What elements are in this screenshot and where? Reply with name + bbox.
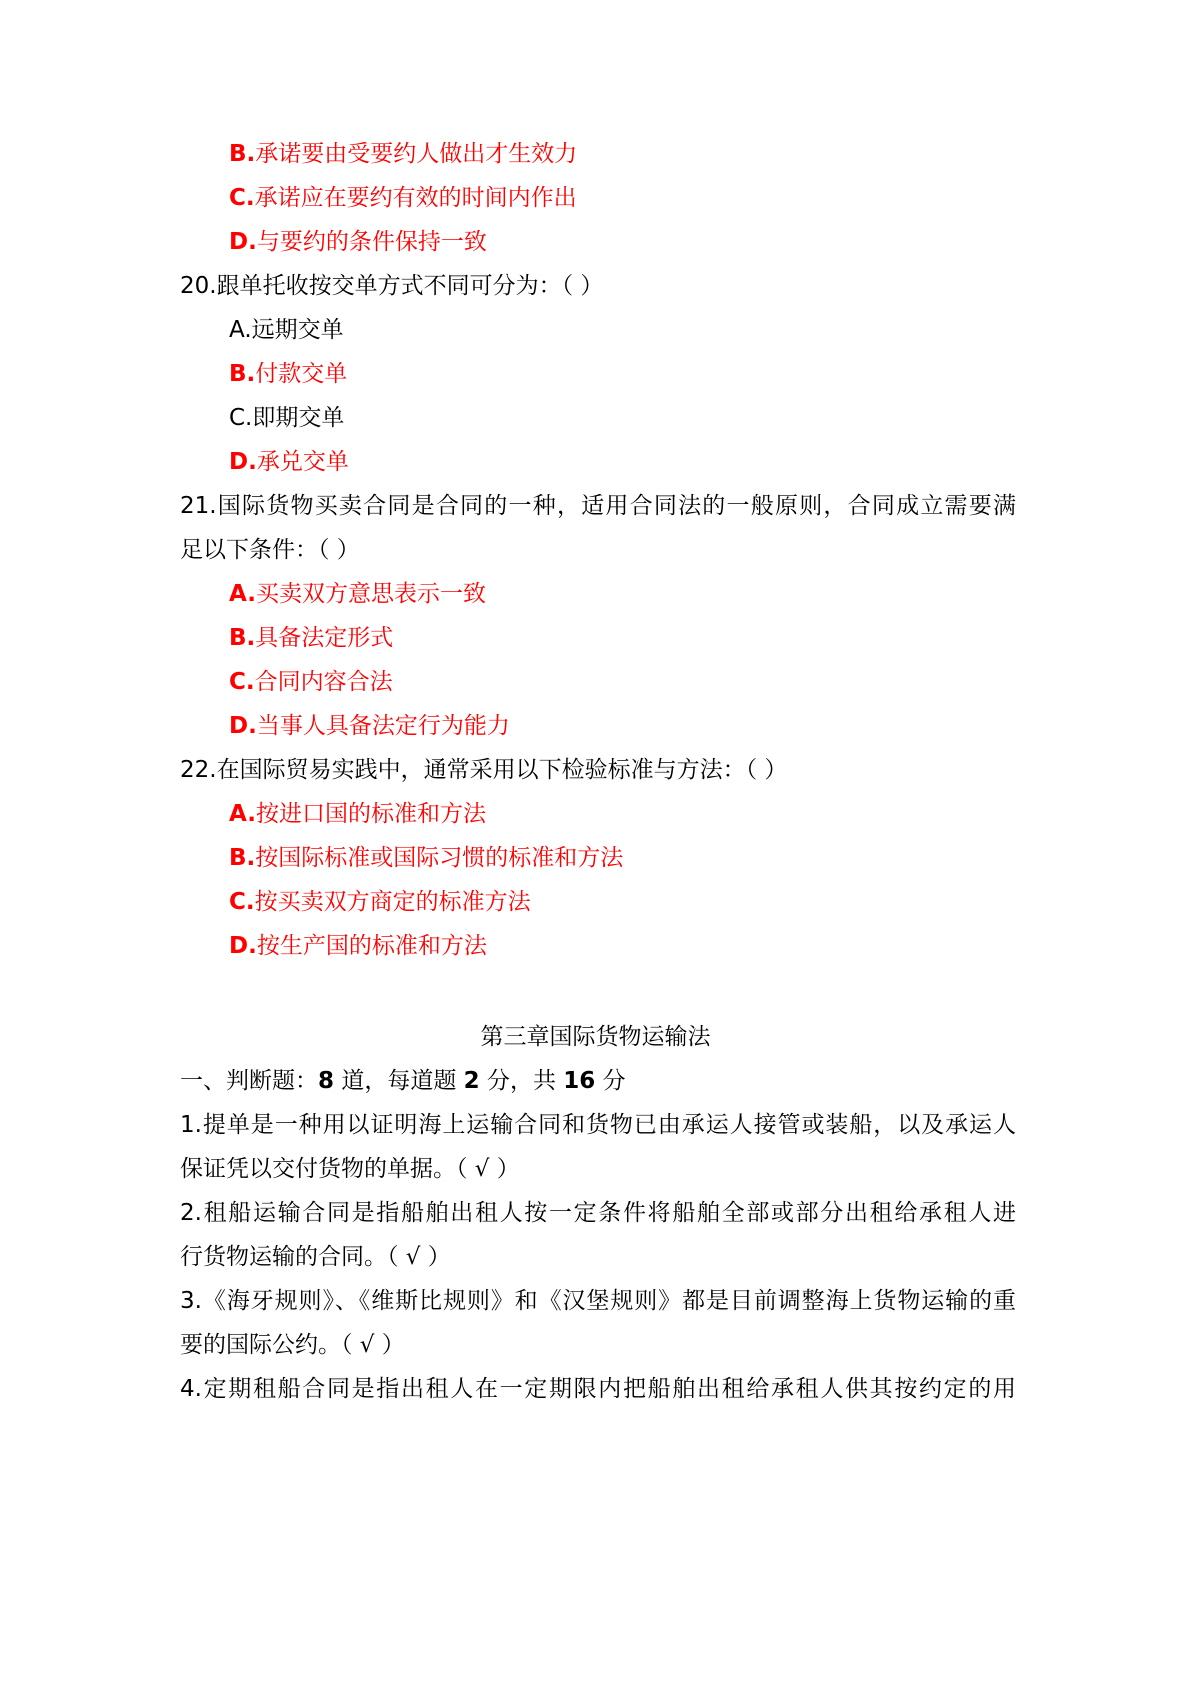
chapter-title: 第三章国际货物运输法 bbox=[480, 1024, 711, 1050]
q22-question bbox=[180, 753, 787, 787]
option-label: C. bbox=[229, 889, 255, 915]
q21-question-line2 bbox=[180, 533, 360, 567]
q19-option-b bbox=[229, 137, 577, 171]
item-number: 2. bbox=[180, 1200, 202, 1226]
item-text: 《海牙规则》、《维斯比规则》和《汉堡规则》都是目前调整海上货物运输的重 bbox=[201, 1288, 1016, 1314]
q21-question-line1 bbox=[180, 489, 1016, 523]
tf-item-4-line1 bbox=[180, 1372, 1016, 1406]
q20-option-a bbox=[229, 313, 344, 347]
item-text: 保证凭以交付货物的单据。（ √ ） bbox=[180, 1156, 520, 1182]
tf-item-3-line1 bbox=[180, 1284, 1016, 1318]
option-text: 承诺要由受要约人做出才生效力 bbox=[255, 141, 578, 167]
total-points: 16 bbox=[563, 1068, 596, 1094]
question-text: 在国际贸易实践中，通常采用以下检验标准与方法：（ ） bbox=[216, 757, 788, 783]
option-text: 按进口国的标准和方法 bbox=[255, 801, 486, 827]
q22-option-c bbox=[229, 885, 531, 919]
q20-option-d bbox=[229, 445, 349, 479]
q22-option-a bbox=[229, 797, 486, 831]
option-text: 买卖双方意思表示一致 bbox=[255, 581, 486, 607]
item-number: 4. bbox=[180, 1376, 202, 1402]
option-text: 按国际标准或国际习惯的标准和方法 bbox=[255, 845, 624, 871]
option-text: 当事人具备法定行为能力 bbox=[256, 713, 510, 739]
section-heading bbox=[180, 1064, 626, 1098]
q21-option-b bbox=[229, 621, 393, 655]
option-label: A. bbox=[229, 317, 252, 343]
section-prefix: 一、判断题： bbox=[180, 1068, 318, 1094]
option-label: B. bbox=[229, 361, 256, 387]
item-text: 提单是一种用以证明海上运输合同和货物已由承运人接管或装船，以及承运人 bbox=[201, 1112, 1016, 1138]
item-text: 租船运输合同是指船舶出租人按一定条件将船舶全部或部分出租给承租人进 bbox=[201, 1200, 1016, 1226]
option-label: B. bbox=[229, 625, 256, 651]
question-number: 20. bbox=[180, 273, 217, 299]
option-label: A. bbox=[229, 801, 256, 827]
q20-option-b bbox=[229, 357, 347, 391]
option-text: 承诺应在要约有效的时间内作出 bbox=[254, 185, 577, 211]
option-label: C. bbox=[229, 405, 253, 431]
option-label: B. bbox=[229, 845, 256, 871]
question-count: 8 bbox=[318, 1068, 335, 1094]
option-label: D. bbox=[229, 229, 257, 255]
tf-item-1-line1 bbox=[180, 1108, 1016, 1142]
q21-option-d bbox=[229, 709, 510, 743]
option-text: 按生产国的标准和方法 bbox=[256, 933, 487, 959]
tf-item-2-line1 bbox=[180, 1196, 1016, 1230]
q19-option-c bbox=[229, 181, 577, 215]
item-text: 要的国际公约。（ √ ） bbox=[180, 1332, 405, 1358]
q22-option-d bbox=[229, 929, 487, 963]
question-text: 跟单托收按交单方式不同可分为：（ ） bbox=[216, 273, 604, 299]
option-text: 远期交单 bbox=[251, 317, 344, 343]
option-label: C. bbox=[229, 669, 255, 695]
points-per-question: 2 bbox=[463, 1068, 480, 1094]
option-label: D. bbox=[229, 933, 257, 959]
option-text: 与要约的条件保持一致 bbox=[256, 229, 487, 255]
tf-item-3-line2 bbox=[180, 1328, 405, 1362]
q21-option-a bbox=[229, 577, 486, 611]
q22-option-b bbox=[229, 841, 623, 875]
item-number: 1. bbox=[180, 1112, 202, 1138]
option-label: D. bbox=[229, 713, 257, 739]
option-text: 具备法定形式 bbox=[255, 625, 394, 651]
q21-option-c bbox=[229, 665, 393, 699]
item-number: 3. bbox=[180, 1288, 202, 1314]
option-text: 付款交单 bbox=[255, 361, 348, 387]
option-text: 合同内容合法 bbox=[254, 669, 393, 695]
q19-option-d bbox=[229, 225, 487, 259]
item-text: 定期租船合同是指出租人在一定期限内把船舶出租给承租人供其按约定的用 bbox=[201, 1376, 1016, 1402]
question-number: 21. bbox=[180, 493, 217, 519]
tf-item-2-line2 bbox=[180, 1240, 451, 1274]
tf-item-1-line2 bbox=[180, 1152, 520, 1186]
question-number: 22. bbox=[180, 757, 217, 783]
option-text: 按买卖双方商定的标准方法 bbox=[254, 889, 531, 915]
question-text: 国际货物买卖合同是合同的一种，适用合同法的一般原则，合同成立需要满 bbox=[216, 493, 1016, 519]
option-label: B. bbox=[229, 141, 256, 167]
q20-question bbox=[180, 269, 603, 303]
section-text: 道，每道题 bbox=[334, 1068, 464, 1094]
q20-option-c bbox=[229, 401, 344, 435]
option-label: C. bbox=[229, 185, 255, 211]
option-text: 即期交单 bbox=[252, 405, 345, 431]
section-text: 分 bbox=[595, 1068, 626, 1094]
option-label: A. bbox=[229, 581, 256, 607]
question-text: 足以下条件：（ ） bbox=[180, 537, 360, 563]
option-label: D. bbox=[229, 449, 257, 475]
item-text: 行货物运输的合同。（ √ ） bbox=[180, 1244, 451, 1270]
option-text: 承兑交单 bbox=[256, 449, 349, 475]
section-text: 分，共 bbox=[479, 1068, 564, 1094]
